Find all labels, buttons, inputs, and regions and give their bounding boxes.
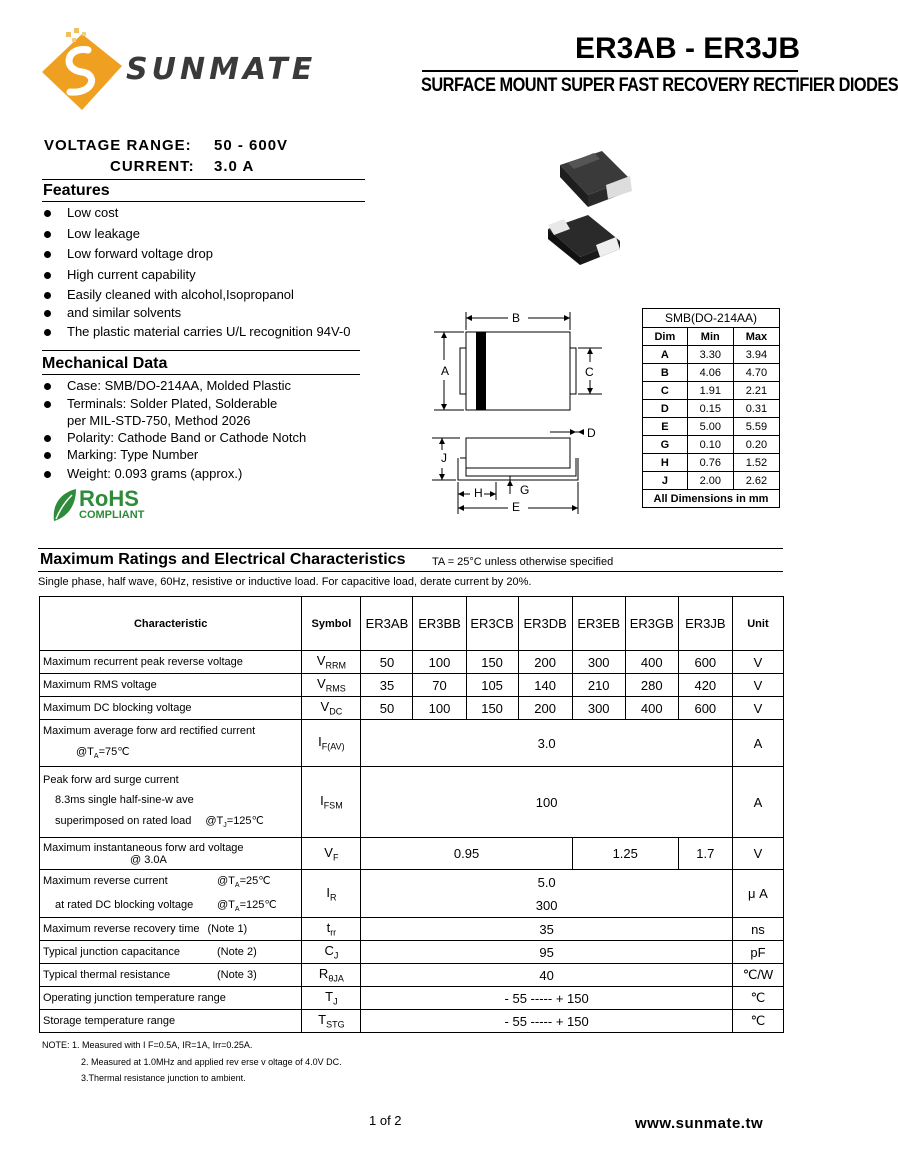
- features-list: [42, 205, 350, 344]
- list-item: High current capability: [42, 267, 350, 288]
- page-title: ER3AB - ER3JB: [574, 32, 800, 65]
- table-row: H 0.76 1.52: [643, 454, 780, 472]
- header-part: ER3GB: [625, 597, 678, 651]
- component-image: [540, 145, 640, 265]
- list-item: per MIL-STD-750, Method 2026: [67, 413, 251, 428]
- dim-table-footer: All Dimensions in mm: [643, 490, 780, 508]
- header-unit: Unit: [732, 597, 783, 651]
- section-note: Single phase, half wave, 60Hz, resistive or inductive load. For capacitive load, derate current by 20%.: [38, 576, 532, 588]
- dimension-table: [642, 308, 780, 508]
- list-item: Terminals: Solder Plated, Solderable: [42, 396, 306, 413]
- dim-label-e: E: [512, 500, 521, 514]
- header-characteristic: Characteristic: [40, 597, 302, 651]
- header-part: ER3BB: [413, 597, 466, 651]
- voltage-range-value: 50 - 600V: [214, 137, 289, 154]
- table-row: Typical thermal resistance (Note 3) $R_{\theta JA}$ 40 ℃/W: [40, 964, 784, 987]
- table-row: E 5.00 5.59: [643, 418, 780, 436]
- features-heading: Features: [43, 182, 110, 199]
- table-row: Maximum average forw ard rectified current $@T_A=75℃$ $I_{F(AV)}$ 3.0 A: [40, 720, 784, 767]
- dim-header: Max: [733, 328, 779, 346]
- dim-label-j: J: [441, 451, 447, 465]
- dim-header: Dim: [643, 328, 688, 346]
- table-row: Maximum RMS voltage $V_{RMS}$ 35 70 105 140 210 280 420 V: [40, 674, 784, 697]
- list-item: Low forward voltage drop: [42, 246, 350, 267]
- list-item: Low cost: [42, 205, 350, 226]
- section-title: Maximum Ratings and Electrical Characteristics: [40, 551, 406, 568]
- header-symbol: Symbol: [302, 597, 361, 651]
- characteristics-table: [39, 596, 784, 1033]
- table-row: Storage temperature range $T_{STG}$ - 55 ----- + 150 ℃: [40, 1010, 784, 1033]
- title-divider: [422, 70, 798, 72]
- dim-label-c: C: [585, 365, 594, 379]
- table-row: Maximum instantaneous forw ard voltage @ 3.0A $V_F$ 0.95 1.25 1.7 V: [40, 838, 784, 870]
- table-row: J 2.00 2.62: [643, 472, 780, 490]
- current-label: CURRENT:: [110, 158, 195, 175]
- divider: [42, 350, 360, 351]
- table-row: A 3.30 3.94: [643, 346, 780, 364]
- voltage-range-label: VOLTAGE RANGE:: [44, 137, 192, 154]
- note-1: NOTE: 1. Measured with I F=0.5A, IR=1A, Irr=0.25A.: [42, 1040, 253, 1050]
- page-number: 1 of 2: [369, 1113, 402, 1128]
- current-value: 3.0 A: [214, 158, 255, 175]
- dim-label-h: H: [474, 486, 483, 500]
- list-item: Marking: Type Number: [42, 447, 306, 466]
- logo-icon: [38, 26, 124, 112]
- dim-label-d: D: [587, 426, 596, 440]
- section-condition: TA = 25°C unless otherwise specified: [432, 556, 614, 568]
- table-row: Typical junction capacitance (Note 2) $C_J$ 95 pF: [40, 941, 784, 964]
- divider: [42, 179, 365, 180]
- dim-label-g: G: [520, 483, 530, 497]
- mechanical-list: [42, 378, 306, 484]
- table-row: G 0.10 0.20: [643, 436, 780, 454]
- logo: [38, 26, 317, 116]
- table-row: Maximum reverse recovery time (Note 1) $t_{rr}$ 35 ns: [40, 918, 784, 941]
- dim-header: Min: [687, 328, 733, 346]
- brand-name: SUNMATE: [126, 52, 317, 87]
- website-link[interactable]: www.sunmate.tw: [635, 1115, 764, 1132]
- header-part: ER3CB: [466, 597, 518, 651]
- table-row: B 4.06 4.70: [643, 364, 780, 382]
- divider: [42, 201, 365, 202]
- divider: [42, 374, 360, 375]
- note-3: 3.Thermal resistance junction to ambient.: [81, 1073, 246, 1083]
- list-item: The plastic material carries U/L recognition 94V-0: [42, 324, 350, 344]
- table-row: D 0.15 0.31: [643, 400, 780, 418]
- rohs-badge: [50, 487, 160, 523]
- header-part: ER3JB: [678, 597, 732, 651]
- rohs-label: RoHS: [79, 486, 139, 511]
- header-part: ER3EB: [572, 597, 625, 651]
- table-row: Maximum recurrent peak reverse voltage $V_{RRM}$ 50 100 150 200 300 400 600 V: [40, 651, 784, 674]
- dim-label-b: B: [512, 311, 521, 325]
- list-item: Easily cleaned with alcohol,Isopropanol: [42, 287, 350, 305]
- table-row: C 1.91 2.21: [643, 382, 780, 400]
- mechanical-heading: Mechanical Data: [42, 355, 168, 372]
- note-2: 2. Measured at 1.0MHz and applied rev erse v oltage of 4.0V DC.: [81, 1057, 342, 1067]
- list-item: Case: SMB/DO-214AA, Molded Plastic: [42, 378, 306, 396]
- divider: [38, 548, 783, 549]
- table-row: Operating junction temperature range $T_J$ - 55 ----- + 150 ℃: [40, 987, 784, 1010]
- table-header-row: [40, 597, 784, 651]
- leaf-icon: [50, 487, 78, 523]
- header-part: ER3DB: [518, 597, 572, 651]
- divider: [38, 571, 783, 572]
- table-row: Maximum DC blocking voltage $V_{DC}$ 50 100 150 200 300 400 600 V: [40, 697, 784, 720]
- table-row: Peak forw ard surge current 8.3ms single half-sine-w ave superimposed on rated load $@T_J=125℃$ $I_{FSM}$ 100 A: [40, 767, 784, 838]
- page-subtitle: SURFACE MOUNT SUPER FAST RECOVERY RECTIFIER DIODES: [421, 75, 898, 96]
- list-item: Polarity: Cathode Band or Cathode Notch: [42, 430, 306, 447]
- table-row: Maximum reverse current $@T_A=25℃$ at rated DC blocking voltage $@T_A=125℃$ $I_R$ 5.0 300 μ A: [40, 870, 784, 918]
- list-item: Weight: 0.093 grams (approx.): [42, 466, 306, 484]
- list-item: Low leakage: [42, 226, 350, 247]
- rohs-compliant: COMPLIANT: [79, 509, 145, 521]
- list-item: and similar solvents: [42, 305, 350, 324]
- dim-table-title: SMB(DO-214AA): [643, 309, 780, 328]
- header-part: ER3AB: [361, 597, 413, 651]
- dim-label-a: A: [441, 364, 450, 378]
